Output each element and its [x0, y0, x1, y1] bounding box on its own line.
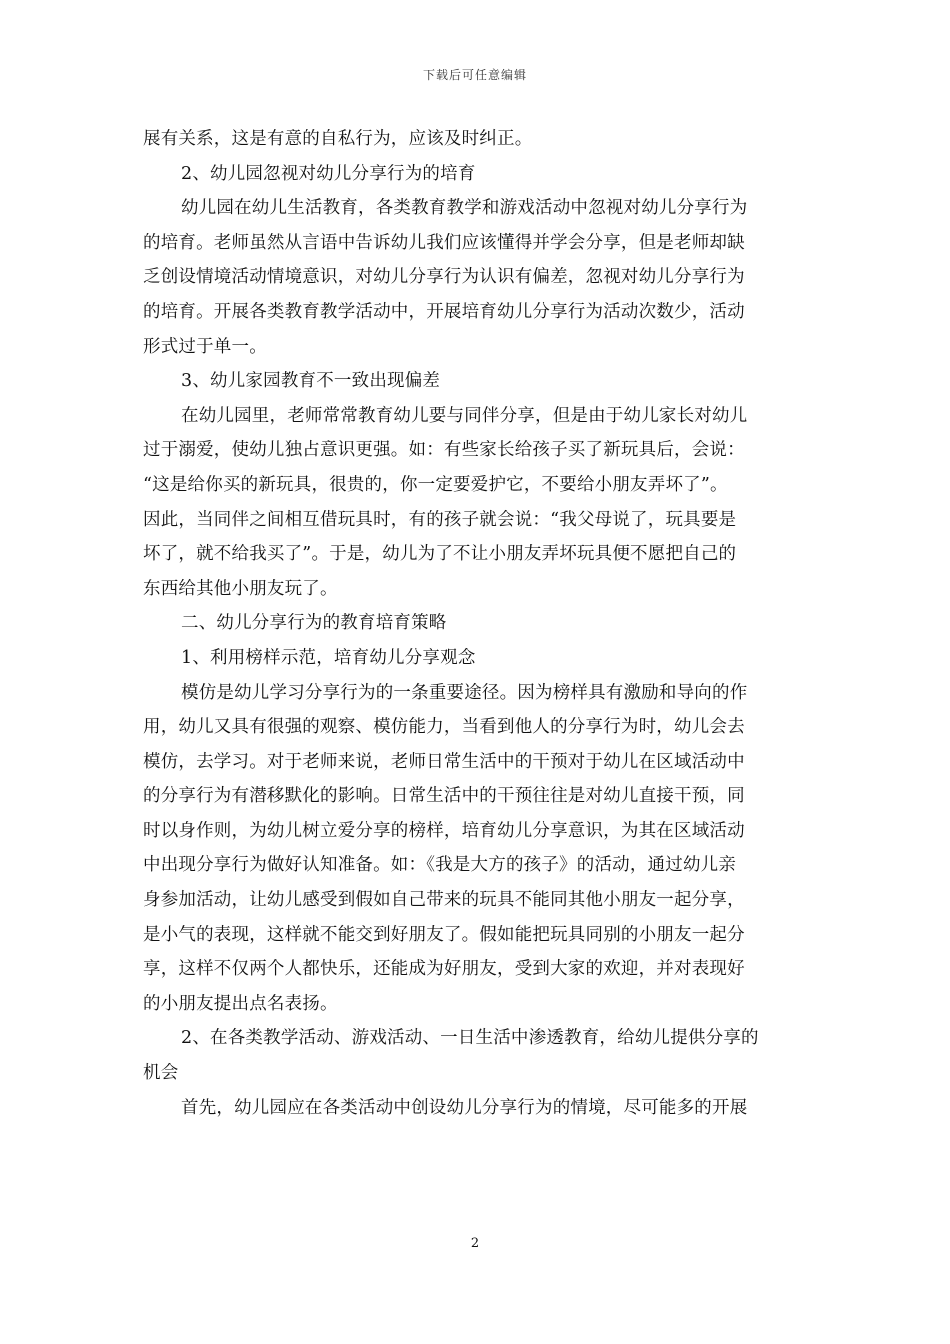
text-line: 的分享行为有潜移默化的影响。日常生活中的干预往往是对幼儿直接干预，同 [143, 786, 745, 807]
text-line: 身参加活动，让幼儿感受到假如自己带来的玩具不能同其他小朋友一起分享， [143, 890, 745, 911]
text-line: “这是给你买的新玩具，很贵的，你一定要爱护它，不要给小朋友弄坏了”。 [143, 474, 728, 495]
text-line: 展有关系，这是有意的自私行为，应该及时纠正。 [143, 129, 533, 149]
text-line: 中出现分享行为做好认知准备。如：《我是大方的孩子》的活动，通过幼儿亲 [143, 855, 737, 876]
text-line: 用，幼儿又具有很强的观察、模仿能力，当看到他人的分享行为时，幼儿会去 [143, 717, 745, 738]
page-number: 2 [470, 1236, 480, 1251]
text-line: 1、利用榜样示范，培育幼儿分享观念 [181, 647, 476, 668]
text-line: 2、幼儿园忽视对幼儿分享行为的培育 [181, 163, 476, 184]
text-line: 二、幼儿分享行为的教育培育策略 [181, 613, 447, 634]
text-line: 首先，幼儿园应在各类活动中创设幼儿分享行为的情境，尽可能多的开展 [181, 1097, 748, 1118]
text-line: 因此，当同伴之间相互借玩具时，有的孩子就会说：“我父母说了，玩具要是 [143, 509, 737, 530]
text-line: 坏了，就不给我买了”。于是，幼儿为了不让小朋友弄坏玩具便不愿把自己的 [143, 544, 737, 565]
text-line: 在幼儿园里，老师常常教育幼儿要与同伴分享，但是由于幼儿家长对幼儿 [181, 405, 748, 426]
text-line: 乏创设情境活动情境意识，对幼儿分享行为认识有偏差，忽视对幼儿分享行为 [143, 267, 745, 288]
text-line: 过于溺爱，使幼儿独占意识更强。如：有些家长给孩子买了新玩具后，会说： [143, 440, 745, 461]
document-header-note: 下载后可任意编辑 [422, 68, 527, 82]
document-body [143, 122, 807, 1125]
text-line: 是小气的表现，这样就不能交到好朋友了。假如能把玩具同别的小朋友一起分 [143, 924, 745, 945]
text-line: 的小朋友提出点名表扬。 [143, 993, 338, 1014]
text-line: 3、幼儿家园教育不一致出现偏差 [181, 371, 441, 392]
text-line: 机会 [143, 1063, 179, 1084]
text-line: 享，这样不仅两个人都快乐，还能成为好朋友，受到大家的欢迎，并对表现好 [143, 959, 745, 980]
text-line: 时以身作则，为幼儿树立爱分享的榜样，培育幼儿分享意识，为其在区域活动 [143, 820, 745, 841]
text-line: 模仿，去学习。对于老师来说，老师日常生活中的干预对于幼儿在区域活动中 [143, 751, 745, 772]
text-line: 东西给其他小朋友玩了。 [143, 578, 338, 599]
text-line: 2、在各类教学活动、游戏活动、一日生活中渗透教育，给幼儿提供分享的 [181, 1028, 759, 1049]
text-line: 模仿是幼儿学习分享行为的一条重要途径。因为榜样具有激励和导向的作 [181, 682, 748, 703]
text-line: 的培育。开展各类教育教学活动中，开展培育幼儿分享行为活动次数少，活动 [143, 301, 745, 322]
text-line: 形式过于单一。 [143, 336, 267, 357]
text-line: 幼儿园在幼儿生活教育，各类教育教学和游戏活动中忽视对幼儿分享行为 [181, 198, 748, 219]
text-line: 的培育。老师虽然从言语中告诉幼儿我们应该懂得并学会分享，但是老师却缺 [143, 232, 745, 253]
